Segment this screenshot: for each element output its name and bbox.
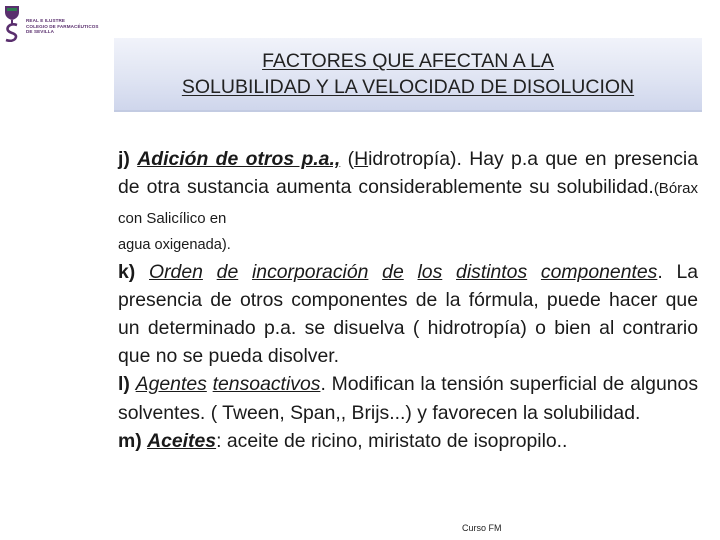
item-m-text: : aceite de ricino, miristato de isopropilo.. (216, 429, 568, 452)
item-j-text: idrotropía). Hay p.a que en presencia de otra sustancia aumenta considerablemente su solubilidad. (118, 148, 699, 199)
item-j-example-end: agua oxigenada). (118, 236, 231, 253)
item-j-example: (Bórax con Salicílico en (118, 180, 698, 228)
item-k-heading-7: componentes (540, 260, 658, 283)
college-logo (0, 2, 130, 42)
logo-line-3: DE SEVILLA (26, 29, 55, 35)
item-m-letter: m) (118, 429, 142, 452)
item-k-heading-2: de (216, 260, 239, 283)
item-k-text: . La presencia de otros componentes de la fórmula, puede hacer que un determinado p.a. se disuelva ( hidrotropía) o bien al contrario que no se pueda disolver. (118, 260, 699, 368)
slide-body (118, 145, 698, 455)
item-m (118, 427, 698, 455)
item-k-letter: k) (118, 260, 136, 283)
item-k-heading-4: de (382, 260, 404, 283)
item-l-heading-2: tensoactivos (212, 373, 321, 396)
item-k-heading-5: los (417, 260, 443, 283)
item-k (118, 258, 698, 371)
item-k-heading-1: Orden (149, 260, 203, 283)
item-j (118, 145, 698, 234)
pharmacy-cup-icon (3, 4, 21, 42)
logo-line-1: REAL E ILUSTRE (26, 18, 66, 23)
title-line-2: SOLUBILIDAD Y LA VELOCIDAD DE DISOLUCION (181, 76, 635, 98)
item-l-heading-1: Agentes (135, 373, 207, 396)
item-k-heading-3: incorporación (251, 260, 369, 283)
title-line-1: FACTORES QUE AFECTAN A LA (262, 50, 554, 72)
item-j-h: H (354, 148, 369, 170)
item-k-heading-6: distintos (456, 260, 528, 283)
item-l-text: . Modifican la tensión superficial de algunos solventes. ( Tween, Span,, Brijs...) y favorecen la solubilidad. (118, 373, 699, 424)
footer-label: Curso FM (462, 523, 502, 533)
item-l-letter: l) (118, 373, 130, 396)
logo-text (26, 18, 99, 35)
item-j-letter: j) (118, 148, 130, 170)
item-j-heading: Adición de otros p.a., (137, 148, 341, 170)
item-j-paren: ( (347, 148, 355, 170)
item-l (118, 370, 698, 426)
slide-title (114, 48, 702, 100)
item-m-heading: Aceites (147, 429, 217, 452)
logo-line-2: COLEGIO DE FARMACÉUTICOS (26, 23, 99, 29)
